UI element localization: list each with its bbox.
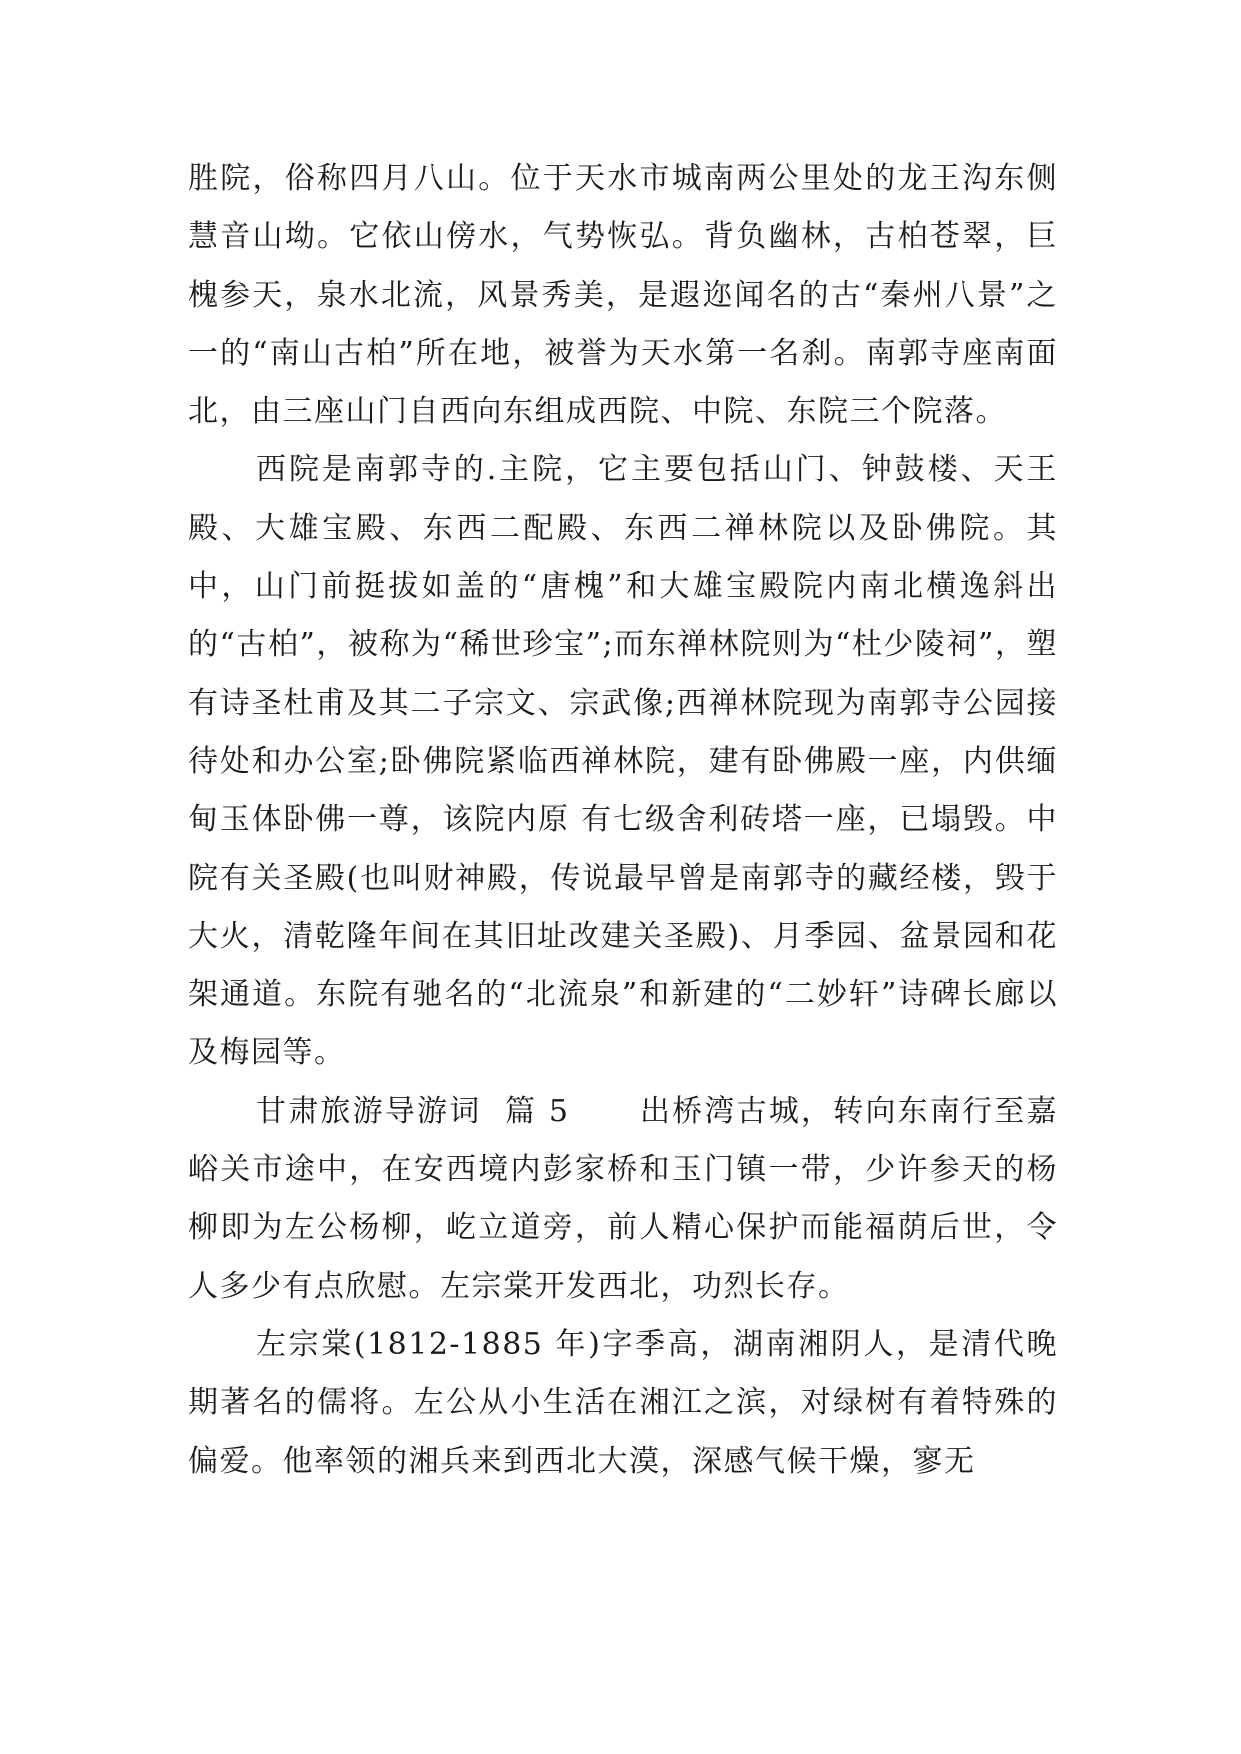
paragraph-3: 甘肃旅游导游词 篇 5 出桥湾古城，转向东南行至嘉峪关市途中，在安西境内彭家桥和玉门镇一带，少许参天的杨柳即为左公杨柳，屹立道旁，前人精心保护而能福荫后世，令人多少有点欣慰。左宗棠开发西北，功烈长存。 <box>188 1093 1058 1304</box>
paragraph-1: 胜院，俗称四月八山。位于天水市城南两公里处的龙王沟东侧慧音山坳。它依山傍水，气势恢弘。背负幽林，古柏苍翠，巨槐参天，泉水北流，风景秀美，是遐迩闻名的古“秦州八景”之一的“南山古柏”所在地，被誉为天水第一名刹。南郭寺座南面北，由三座山门自西向东组成西院、中院、东院三个院落。 <box>188 161 1058 430</box>
paragraph-2: 西院是南郭寺的.主院，它主要包括山门、钟鼓楼、天王殿、大雄宝殿、东西二配殿、东西二禅林院以及卧佛院。其中，山门前挺拔如盖的“唐槐”和大雄宝殿院内南北横逸斜出的“古柏”，被称为“稀世珍宝”;而东禅林院则为“杜少陵祠”，塑有诗圣杜甫及其二子宗文、宗武像;西禅林院现为南郭寺公园接待处和办公室;卧佛院紧临西禅林院，建有卧佛殿一座，内供缅甸玉体卧佛一尊，该院内原 有七级舍利砖塔一座，已塌毁。中院有关圣殿(也叫财神殿，传说最早曾是南郭寺的藏经楼，毁于大火，清乾隆年间在其旧址改建关圣殿)、月季园、盆景园和花架通道。东院有驰名的“北流泉”和新建的“二妙轩”诗碑长廊以及梅园等。 <box>188 452 1058 1071</box>
paragraph-4: 左宗棠(1812-1885 年)字季高，湖南湘阴人，是清代晚期著名的儒将。左公从小生活在湘江之滨，对绿树有着特殊的偏爱。他率领的湘兵来到西北大漠，深感气候干燥，寥无 <box>188 1326 1058 1479</box>
document-body <box>188 150 1058 1491</box>
